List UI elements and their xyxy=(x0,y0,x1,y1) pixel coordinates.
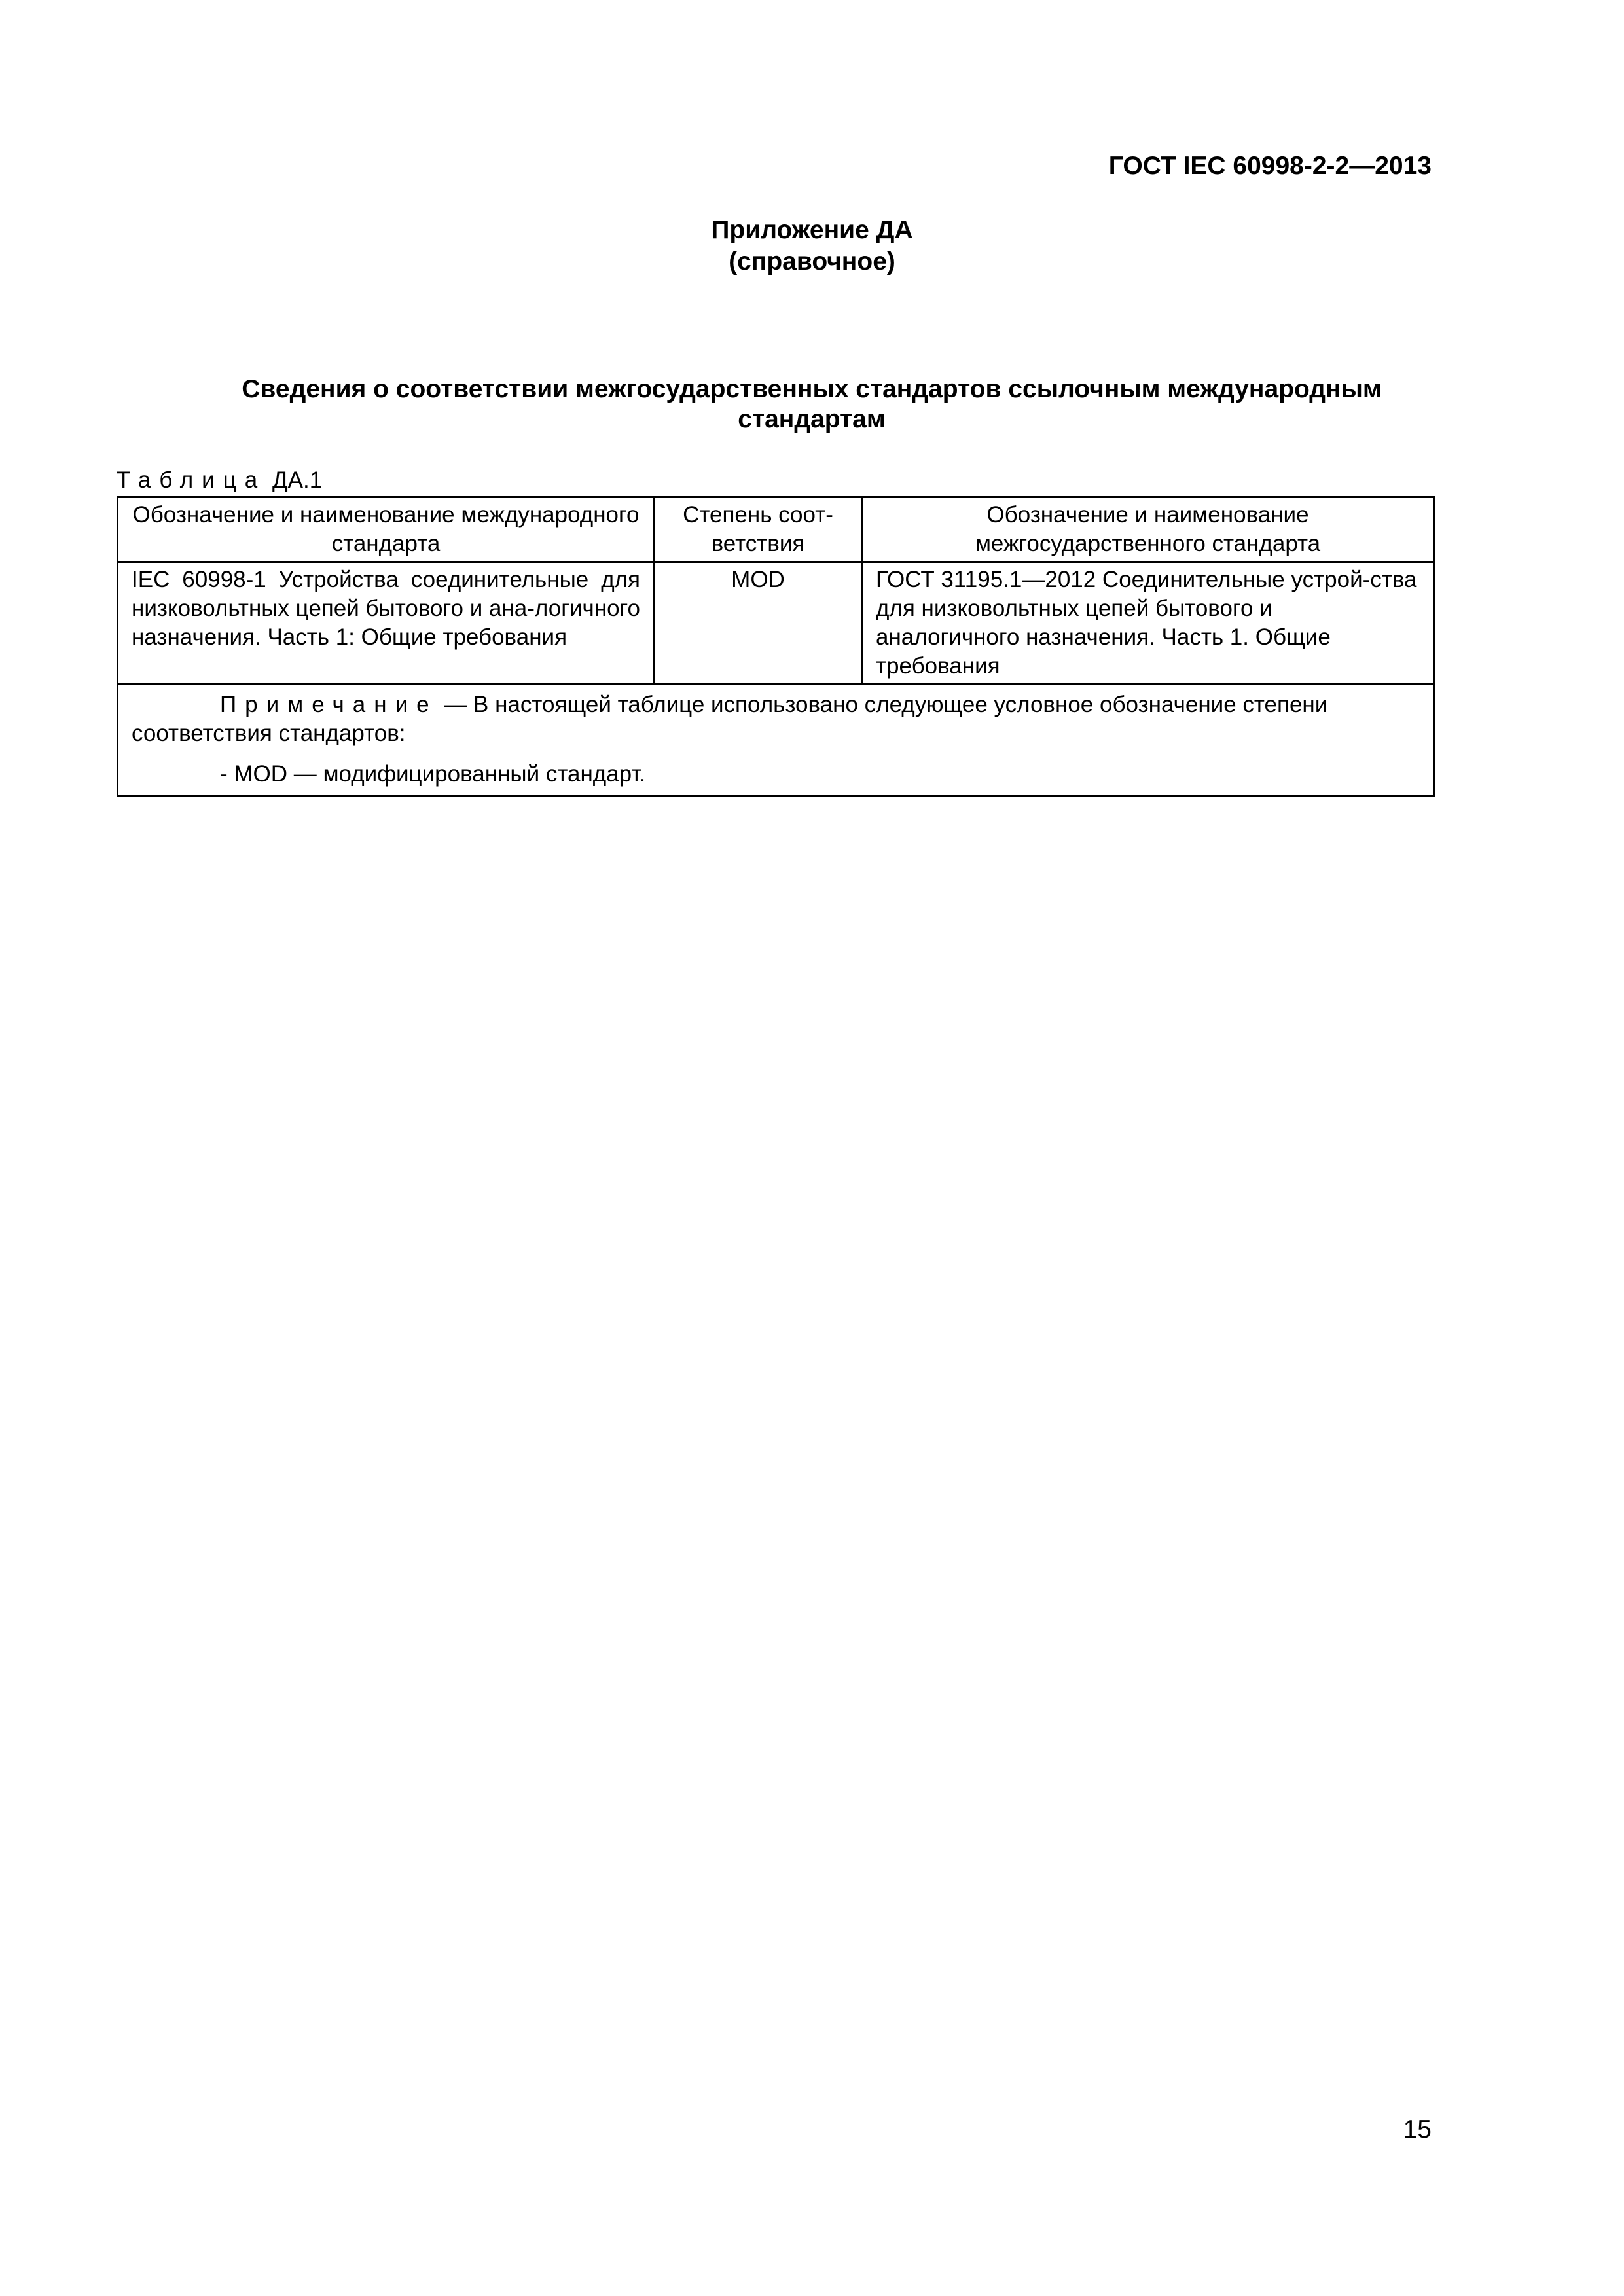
appendix-subtitle: (справочное) xyxy=(729,247,895,276)
table-caption xyxy=(117,466,322,495)
table-note xyxy=(118,685,1434,797)
table-caption-word: Таблица xyxy=(117,467,266,493)
column-header-degree: Степень соот-ветствия xyxy=(655,497,862,562)
note-text: — В настоящей таблице использовано следующее условное обозначение степени соответствия стандартов: xyxy=(132,692,1328,746)
page-number: 15 xyxy=(1403,2115,1432,2144)
correspondence-table xyxy=(117,496,1435,797)
table-row xyxy=(118,562,1434,685)
note-list-item: - MOD — модифицированный стандарт. xyxy=(220,761,646,787)
note-label: Примечание xyxy=(220,692,438,717)
column-header-interstate: Обозначение и наименование межгосударственного стандарта xyxy=(862,497,1434,562)
table-caption-number: ДА.1 xyxy=(272,467,323,493)
document-code: ГОСТ IEC 60998-2-2—2013 xyxy=(1108,152,1432,180)
table-note-row xyxy=(118,685,1434,797)
cell-interstate-standard: ГОСТ 31195.1—2012 Соединительные устрой-ства для низковольтных цепей бытового и аналогичного назначения. Часть 1. Общие требования xyxy=(862,562,1434,685)
appendix-block xyxy=(0,215,1624,278)
appendix-title: Приложение ДА xyxy=(711,216,913,244)
cell-degree: MOD xyxy=(655,562,862,685)
table-header-row xyxy=(118,497,1434,562)
section-heading: Сведения о соответствии межгосударственных стандартов ссылочным международным стандартам xyxy=(242,375,1382,433)
cell-international-standard: IEC 60998-1 Устройства соединительные для низковольтных цепей бытового и ана-логичного назначения. Часть 1: Общие требования xyxy=(118,562,655,685)
column-header-international: Обозначение и наименование международного стандарта xyxy=(118,497,655,562)
note-paragraph xyxy=(132,691,1420,748)
